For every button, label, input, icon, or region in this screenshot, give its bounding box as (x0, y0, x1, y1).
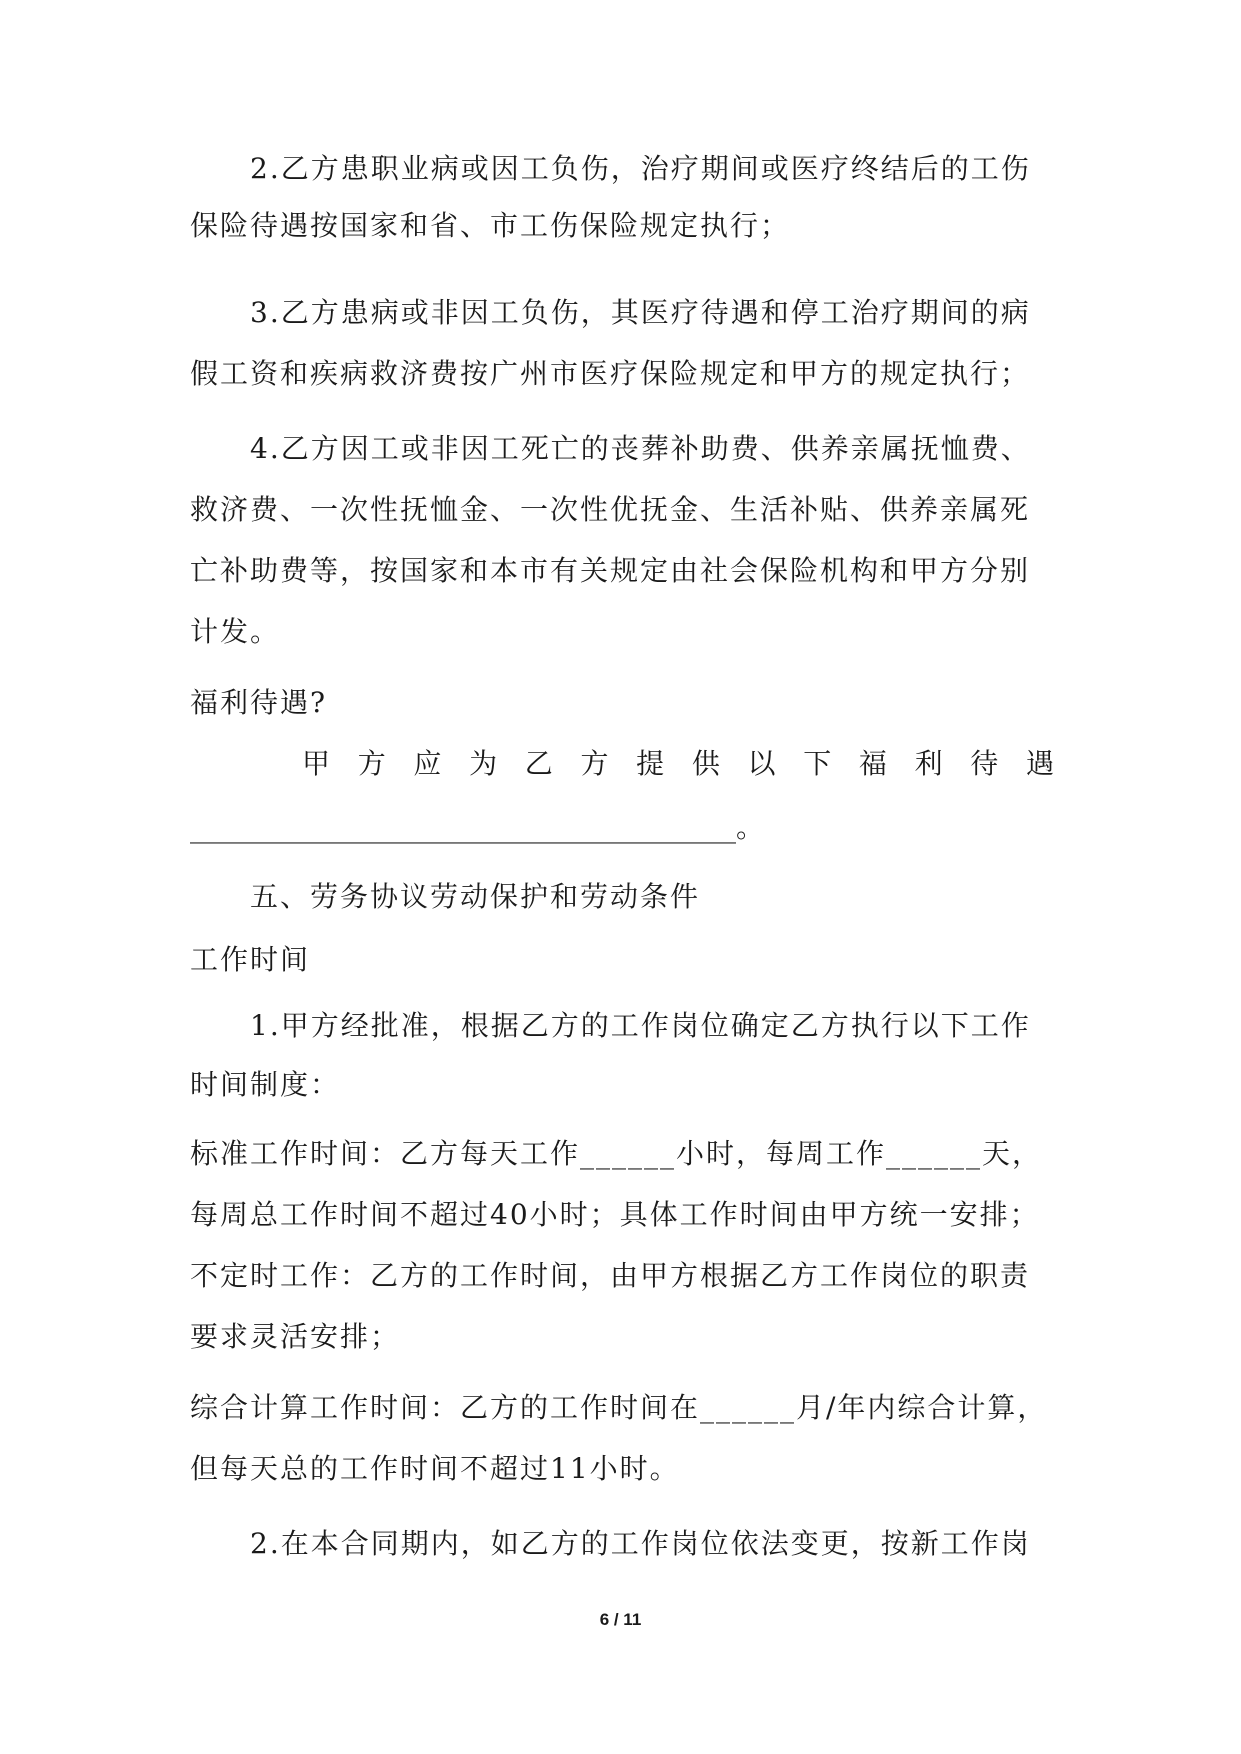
page-number: 6 / 11 (599, 1610, 642, 1629)
text-line: 2.乙方患职业病或因工负伤，治疗期间或医疗终结后的工伤 (250, 152, 1031, 185)
text-line: 标准工作时间：乙方每天工作______小时，每周工作______天， (190, 1137, 1043, 1170)
char: 方 (357, 747, 388, 780)
text-line: 2.在本合同期内，如乙方的工作岗位依法变更，按新工作岗 (250, 1527, 1031, 1560)
blank-fill-line: _______________________________________。 (190, 811, 765, 844)
char: 甲 (302, 747, 333, 780)
char: 利 (914, 747, 945, 780)
text-line: 保险待遇按国家和省、市工伤保险规定执行； (190, 209, 791, 242)
text-line: 3.乙方患病或非因工负伤，其医疗待遇和停工治疗期间的病 (250, 296, 1031, 329)
char: 下 (803, 747, 834, 780)
char: 提 (636, 747, 667, 780)
char: 待 (970, 747, 1001, 780)
char: 方 (580, 747, 611, 780)
text-line: 4.乙方因工或非因工死亡的丧葬补助费、供养亲属抚恤费、 (250, 432, 1031, 465)
text-line: 综合计算工作时间：乙方的工作时间在______月/年内综合计算， (190, 1391, 1048, 1424)
char: 为 (469, 747, 500, 780)
text-line: 假工资和疾病救济费按广州市医疗保险规定和甲方的规定执行； (190, 357, 1031, 390)
text-line: 救济费、一次性抚恤金、一次性优抚金、生活补贴、供养亲属死 (190, 493, 1031, 526)
text-line: 但每天总的工作时间不超过11小时。 (190, 1452, 680, 1485)
text-line: 每周总工作时间不超过40小时；具体工作时间由甲方统一安排； (190, 1198, 1040, 1231)
char: 应 (413, 747, 444, 780)
section-heading: 五、劳务协议劳动保护和劳动条件 (250, 880, 701, 913)
char: 乙 (524, 747, 555, 780)
char: 供 (691, 747, 722, 780)
justified-text-line (302, 744, 1056, 784)
text-line: 计发。 (190, 615, 281, 648)
section-heading: 福利待遇? (190, 686, 328, 719)
text-line: 要求灵活安排； (190, 1320, 401, 1353)
text-line: 不定时工作：乙方的工作时间，由甲方根据乙方工作岗位的职责 (190, 1259, 1031, 1292)
char: 福 (858, 747, 889, 780)
char: 遇 (1025, 747, 1056, 780)
text-line: 1.甲方经批准，根据乙方的工作岗位确定乙方执行以下工作 (250, 1009, 1031, 1042)
char: 以 (747, 747, 778, 780)
text-line: 亡补助费等，按国家和本市有关规定由社会保险机构和甲方分别 (190, 554, 1031, 587)
text-line: 时间制度： (190, 1068, 341, 1101)
section-heading: 工作时间 (190, 943, 311, 976)
